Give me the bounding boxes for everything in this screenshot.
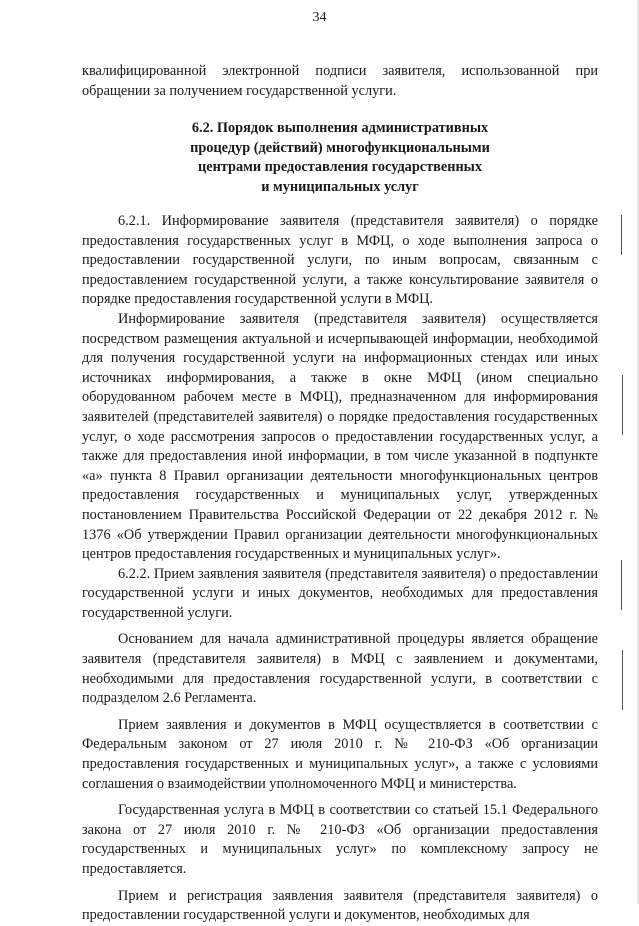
paragraph-6-2-1: 6.2.1. Информирование заявителя (представителя заявителя) о порядке предоставления государственных услуг в МФЦ, о ходе выполнения запроса о предоставлении государственной услуги, по иным вопросам, связанным с предоставлением государственной услуги, а также консультирование заявителя о порядке предоставления государственной услуги в МФЦ. [82,213,598,308]
paragraph-6-2-2: 6.2.2. Прием заявления заявителя (представителя заявителя) о предоставлении государственной услуги и иных документов, необходимых для предоставления государственной услуги. [82,565,598,621]
section-heading-line: процедур (действий) многофункциональными [190,139,490,156]
scan-artifact [622,375,623,435]
intro-text [82,62,598,101]
paragraph-registration: Прием и регистрация заявления заявителя (представителя заявителя) о предоставлении государственной услуги и документов, необходимых для [82,887,598,924]
paragraph-informing: Информирование заявителя (представителя заявителя) осуществляется посредством размещения актуальной и исчерпывающей информации, необходимой для получения государственной услуги на информационных стендах или иных источниках информирования, а также в окне МФЦ (ином специально оборудованном рабочем месте в МФЦ), предназначенном для информирования заявителей (представителей заявителя) о порядке предоставления государственных услуг, о ходе рассмотрения запросов о предоставлении государственных услуг, а также для предоставления иной информации, в том числе указанной в подпункте «а» пункта 8 Правил организации деятельности многофункциональных центров предоставления государственных и муниципальных услуг, утвержденных постановлением Правительства Российской Федерации от 22 декабря 2012 г. № 1376 «Об утверждении Правил организации деятельности многофункциональных центров предоставления государственных и муниципальных услуг». [82,310,598,563]
scan-artifact [621,560,622,610]
paragraph-basis: Основанием для начала административной процедуры является обращение заявителя (представителя заявителя) в МФЦ с заявлением и документами, необходимыми для предоставления государственной услуги, в соответствии с подразделом 2.6 Регламента. [82,631,598,707]
scan-artifact [622,650,623,710]
section-heading [82,119,598,197]
section-heading-line: 6.2. Порядок выполнения административных [191,120,489,136]
body-text [82,212,598,926]
section-heading-line: центрами предоставления государственных [197,159,482,176]
paragraph-complex-request: Государственная услуга в МФЦ в соответствии со статьей 15.1 Федерального закона от 27 июля 2010 г. № 210-ФЗ «Об организации предоставления государственных и муниципальных услуг» по комплексному запросу не предоставляется. [82,802,598,877]
page-number: 34 [312,10,327,25]
scan-artifact [621,215,622,255]
paragraph-reception: Прием заявления и документов в МФЦ осуществляется в соответствии с Федеральным законом от 27 июля 2010 г. № 210-ФЗ «Об организации предоставления государственных и муниципальных услуг», а также с условиями соглашения о взаимодействии уполномоченного МФЦ и министерства. [82,716,598,792]
intro-paragraph: квалифицированной электронной подписи заявителя, использованной при обращении за получением государственной услуги. [82,63,598,99]
section-heading-line: и муниципальных услуг [261,178,419,195]
